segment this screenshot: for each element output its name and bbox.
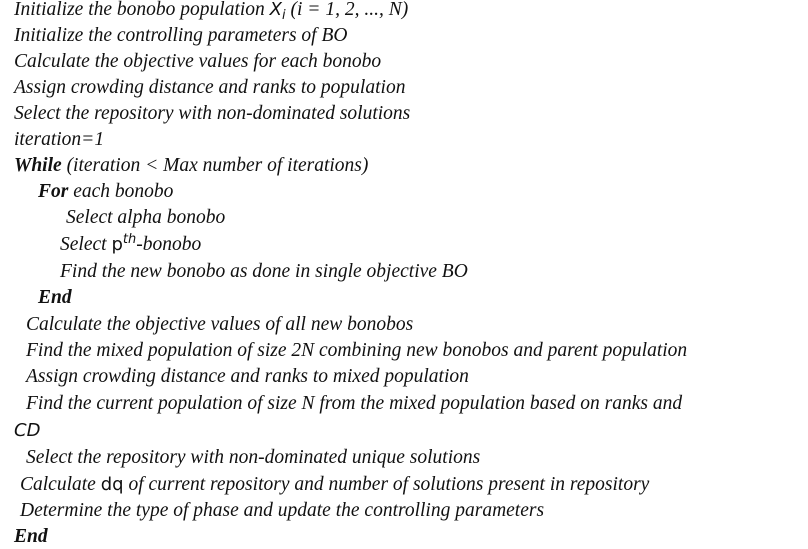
algo-line-for xyxy=(38,179,173,204)
algo-line-mixed-population xyxy=(26,338,687,363)
line-text-rest: (i = 1, 2, ..., N) xyxy=(285,0,409,20)
algo-line-iteration-init xyxy=(14,127,104,152)
line-text: Select the repository with non-dominated unique solutions xyxy=(26,447,481,468)
math-variable: dq xyxy=(100,474,124,495)
algo-line-select-alpha xyxy=(66,205,225,230)
line-text-rest: of current repository and number of solutions present in repository xyxy=(123,474,650,495)
algo-line-init-population xyxy=(14,0,408,22)
math-variable: CD xyxy=(14,420,41,441)
algo-line-current-population-cont xyxy=(14,418,40,443)
line-text: (iteration < Max number of iterations) xyxy=(61,155,369,176)
line-text: Find the mixed population of size 2N combining new bonobos and parent population xyxy=(26,340,688,361)
algo-line-end-for xyxy=(38,285,72,310)
algo-line-calc-objectives xyxy=(14,49,381,74)
math-variable: X xyxy=(269,0,282,20)
line-text-rest: -bonobo xyxy=(136,234,202,255)
math-variable: p xyxy=(111,234,123,255)
algo-line-find-new-bonobo xyxy=(60,259,468,284)
line-text: iteration=1 xyxy=(14,129,105,150)
line-text: each bonobo xyxy=(68,181,174,202)
line-text: Determine the type of phase and update the controlling parameters xyxy=(20,500,545,521)
line-text: Initialize the bonobo population xyxy=(14,0,270,20)
algo-line-assign-mixed xyxy=(26,364,469,389)
line-text: Select xyxy=(60,234,112,255)
line-text: Calculate xyxy=(20,474,101,495)
algo-line-calc-new-objectives xyxy=(26,312,413,337)
algo-line-assign-crowding xyxy=(14,75,405,100)
line-text: Initialize the controlling parameters of BO xyxy=(14,25,348,46)
math-superscript: th xyxy=(122,232,137,247)
algo-line-current-population xyxy=(26,391,682,416)
keyword-end: End xyxy=(38,287,72,308)
keyword-end: End xyxy=(14,526,48,547)
algo-line-init-parameters xyxy=(14,23,347,48)
line-text: Calculate the objective values of all new bonobos xyxy=(26,314,414,335)
line-text: Assign crowding distance and ranks to mixed population xyxy=(26,366,469,387)
algo-line-calc-dq xyxy=(20,472,649,497)
line-text: Select the repository with non-dominated solutions xyxy=(14,103,411,124)
algo-line-select-unique-repository xyxy=(26,445,480,470)
line-text: Calculate the objective values for each bonobo xyxy=(14,51,382,72)
line-text: Assign crowding distance and ranks to population xyxy=(14,77,406,98)
algo-line-select-repository xyxy=(14,101,410,126)
algo-line-while xyxy=(14,153,368,178)
line-text: Find the new bonobo as done in single objective BO xyxy=(60,261,468,282)
keyword-while: While xyxy=(14,155,62,176)
algo-line-determine-phase xyxy=(20,498,544,523)
algo-line-select-pth xyxy=(60,232,201,257)
line-text: Select alpha bonobo xyxy=(66,207,226,228)
algo-line-end-while xyxy=(14,524,48,549)
line-text: Find the current population of size N from the mixed population based on ranks and xyxy=(26,393,683,414)
keyword-for: For xyxy=(38,181,69,202)
math-subscript: i xyxy=(282,8,286,23)
